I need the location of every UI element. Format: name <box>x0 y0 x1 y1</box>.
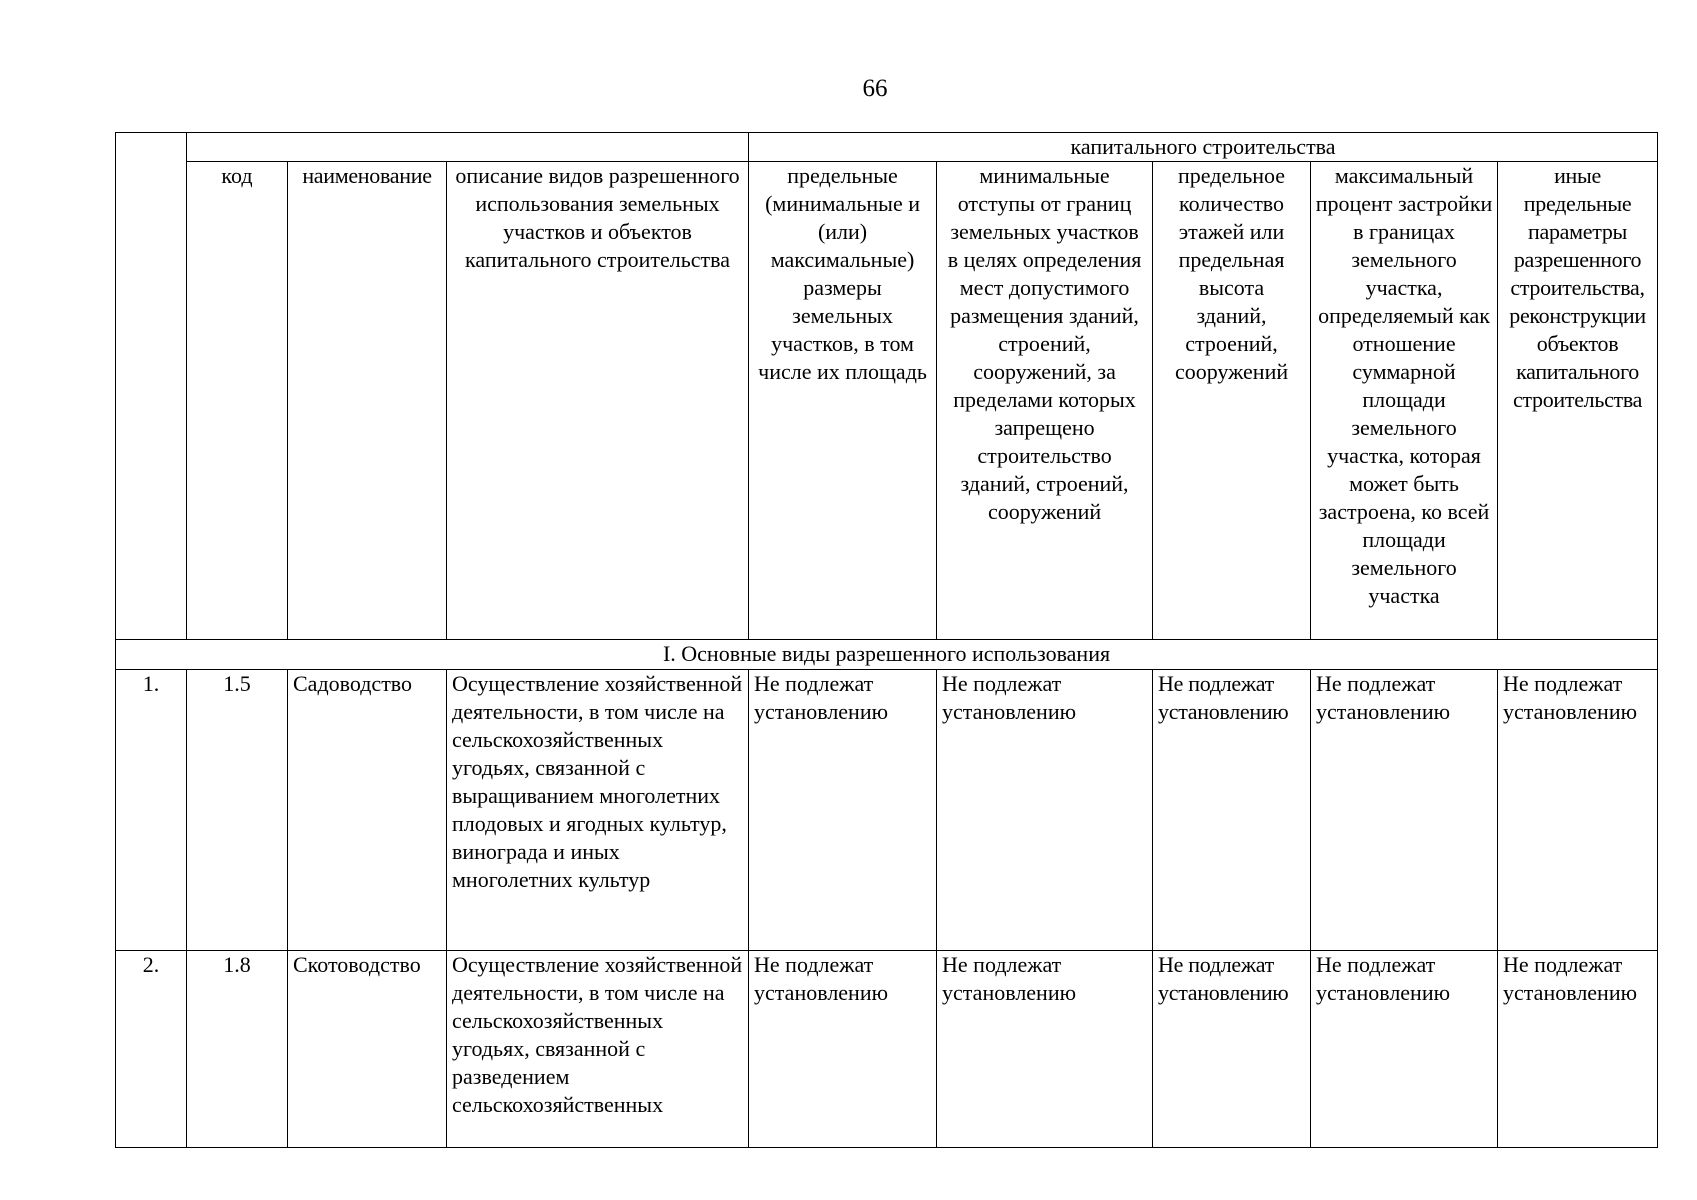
header-setbacks: минимальные отступы от границ земельных участков в целях определения мест допустимого размещения зданий, строений, сооружений, за пределами которых запрещено строительство зданий, строений, сооружений <box>937 162 1153 640</box>
page-number: 66 <box>862 75 888 102</box>
section-title: I. Основные виды разрешенного использования <box>116 640 1658 670</box>
row-setbacks: Не подлежат установлению <box>937 951 1153 1148</box>
row-code: 1.8 <box>187 951 288 1148</box>
header-group-row <box>116 133 1658 162</box>
header-floors: предельное количество этажей или предельная высота зданий, строений, сооружений <box>1153 162 1311 640</box>
row-floors: Не подлежат установлению <box>1153 951 1311 1148</box>
header-other: иные предельные параметры разрешенного строительства, реконструкции объектов капитального строительства <box>1498 162 1658 640</box>
row-name: Скотоводство <box>288 951 447 1148</box>
header-coverage: максимальный процент застройки в границах земельного участка, определяемый как отношение суммарной площади земельного участка, которая может быть застроена, ко всей площади земельного участка <box>1311 162 1498 640</box>
header-columns-row <box>116 162 1658 640</box>
row-other: Не подлежат установлению <box>1498 670 1658 951</box>
row-description: Осуществление хозяйственной деятельности, в том числе на сельскохозяйственных угодьях, связанной с разведением сельскохозяйственных <box>447 951 749 1148</box>
table-row <box>116 670 1658 951</box>
row-coverage: Не подлежат установлению <box>1311 951 1498 1148</box>
land-use-table <box>115 132 1658 1148</box>
header-name: наименование <box>288 162 447 640</box>
row-number: 1. <box>116 670 187 951</box>
header-plot-size: предельные (минимальные и (или) максимальные) размеры земельных участков, в том числе их площадь <box>749 162 937 640</box>
section-row <box>116 640 1658 670</box>
header-empty-group-cell <box>187 133 749 162</box>
row-setbacks: Не подлежат установлению <box>937 670 1153 951</box>
row-description: Осуществление хозяйственной деятельности, в том числе на сельскохозяйственных угодьях, связанной с выращиванием многолетних плодовых и ягодных культур, винограда и иных многолетних культур <box>447 670 749 951</box>
row-plot-size: Не подлежат установлению <box>749 951 937 1148</box>
table-row <box>116 951 1658 1148</box>
row-floors: Не подлежат установлению <box>1153 670 1311 951</box>
row-number: 2. <box>116 951 187 1148</box>
row-code: 1.5 <box>187 670 288 951</box>
header-number-cell <box>116 133 187 640</box>
row-coverage: Не подлежат установлению <box>1311 670 1498 951</box>
row-other: Не подлежат установлению <box>1498 951 1658 1148</box>
header-description: описание видов разрешенного использования земельных участков и объектов капитального строительства <box>447 162 749 640</box>
header-group-title: капитального строительства <box>749 133 1658 162</box>
row-plot-size: Не подлежат установлению <box>749 670 937 951</box>
header-code: код <box>187 162 288 640</box>
row-name: Садоводство <box>288 670 447 951</box>
